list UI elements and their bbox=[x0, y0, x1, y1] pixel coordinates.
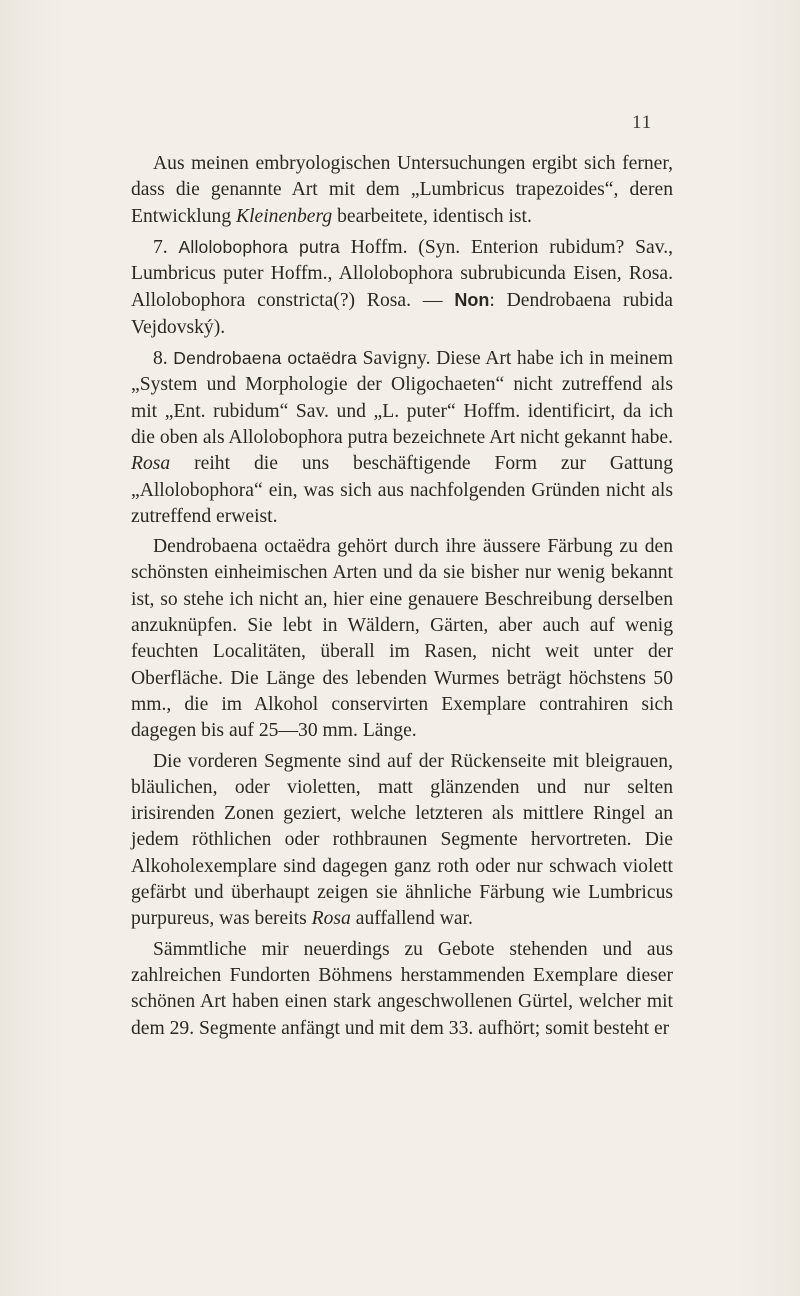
species-number: 8. bbox=[153, 348, 174, 370]
paragraph-clitellum: Sämmtliche mir neuerdings zu Gebote stehenden und aus zahlreichen Fundorten Böhmens herstammenden Exemplare dieser schönen Art haben einen stark angeschwollenen Gürtel, welcher mit dem 29. Segmente anfängt und mit dem 33. aufhört; somit besteht er bbox=[131, 938, 673, 1039]
non-label: Non bbox=[454, 290, 490, 311]
paragraph-text: : Dendrobaena rubida Vejdovský). bbox=[131, 290, 673, 338]
paragraph-text: auffallend war. bbox=[350, 908, 473, 930]
species-number: 7. bbox=[153, 236, 179, 258]
page-number: 11 bbox=[632, 112, 653, 133]
paragraph-species-8 bbox=[131, 345, 673, 530]
paragraph-text: Hoffm. (Syn. Enterion rubidum? Sav., Lumbricus puter Hoffm., Allolobophora subrubicunda Eisen, Rosa. Allolobophora constricta(?) Rosa. — bbox=[131, 236, 674, 312]
paragraph-coloration bbox=[131, 749, 673, 933]
paragraph-text: bearbeitete, identisch ist. bbox=[332, 205, 532, 227]
author-name: Rosa bbox=[311, 908, 351, 930]
paragraph-species-7 bbox=[131, 234, 673, 341]
paragraph-habitat: Dendrobaena octaëdra gehört durch ihre äussere Färbung zu den schönsten einheimischen Arten und da sie bisher nur wenig bekannt ist, so stehe ich nicht an, hier eine genauere Beschreibung derselben anzuknüpfen. Sie lebt in Wäldern, Gärten, aber auch auf wenig feuchten Localitäten, überall im Rasen, nicht weit unter der Oberfläche. Die Länge des lebenden Wurmes beträgt höchstens 50 mm., die im Alkohol conservirten Exemplare contrahiren sich dagegen bis auf 25—30 mm. Länge. bbox=[131, 536, 673, 742]
species-name: Dendrobaena octaëdra bbox=[173, 348, 358, 369]
paragraph-text: Aus meinen embryologischen Untersuchungen ergibt sich ferner, dass die genannte Art mit dem „Lumbricus trapezoides“, deren Entwicklung bbox=[131, 153, 673, 227]
paragraph-text: reiht die uns beschäftigende Form zur Gattung „Allolobophora“ ein, was sich aus nachfolgenden Gründen nicht als zutreffend erweist. bbox=[131, 453, 673, 527]
paragraph-text: Savigny. Diese Art habe ich in meinem „System und Morphologie der Oligochaeten“ nicht zutreffend als mit „Ent. rubidum“ Sav. und „L. puter“ Hoffm. identificirt, da ich die oben als Allolobophora putra bezeichnete Art nicht gekannt habe. bbox=[131, 348, 673, 448]
body-text bbox=[131, 151, 673, 1042]
paragraph-text: Die vorderen Segmente sind auf der Rückenseite mit bleigrauen, bläulichen, oder violetten, matt glänzenden und nur selten irisirenden Zonen geziert, welche letzteren als mittlere Ringel an jedem röthlichen oder rothbraunen Segmente hervortreten. Die Alkoholexemplare sind dagegen ganz roth oder nur schwach violett gefärbt und überhaupt zeigen sie ähnliche Färbung wie Lumbricus purpureus, was bereits bbox=[131, 750, 673, 930]
species-name: Allolobophora putra bbox=[178, 236, 340, 257]
paragraph-embryology bbox=[131, 151, 673, 230]
author-name: Kleinenberg bbox=[236, 205, 333, 227]
author-name: Rosa bbox=[131, 453, 171, 475]
